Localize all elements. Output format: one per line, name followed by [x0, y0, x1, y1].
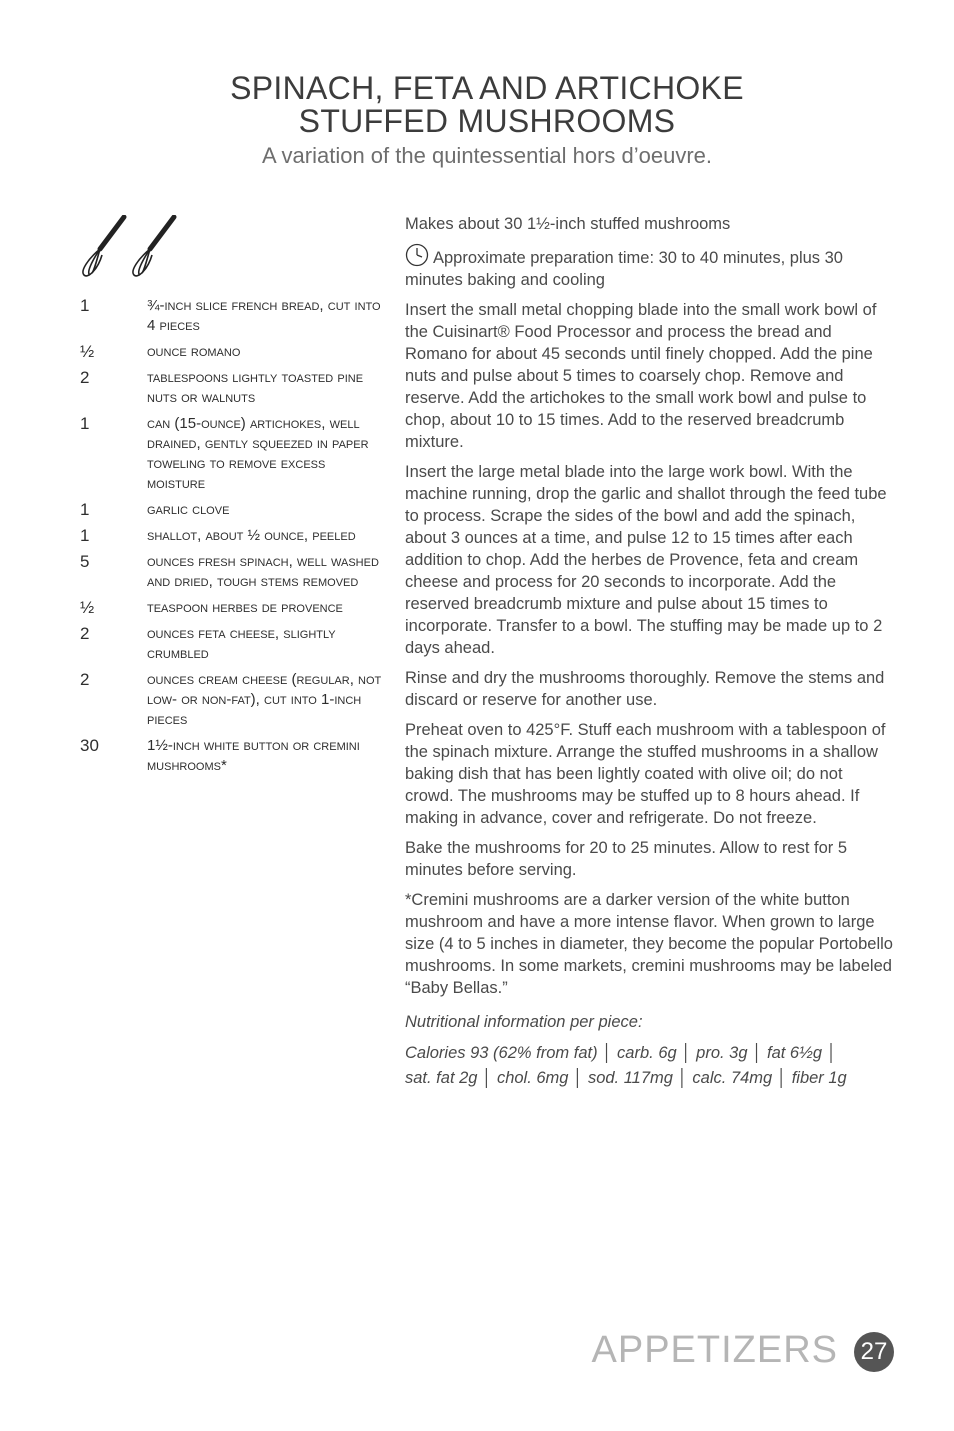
ingredient-qty: 1: [80, 296, 90, 315]
ingredient-desc: 1½-inch white button or cremini mushrooms*: [147, 737, 360, 774]
ingredient-row: [80, 598, 385, 618]
recipe-subtitle: A variation of the quintessential hors d’oeuvre.: [261, 143, 713, 168]
ingredient-qty: 2: [80, 670, 90, 689]
ingredient-desc: teaspoon herbes de provence: [147, 599, 343, 616]
ingredient-desc: tablespoons lightly toasted pine nuts or walnuts: [147, 369, 364, 406]
ingredient-desc: ounce romano: [147, 343, 241, 360]
ingredient-desc: ¾-inch slice french bread, cut into 4 pieces: [147, 297, 381, 334]
nutrition-heading: Nutritional information per piece:: [405, 1013, 643, 1031]
ingredient-row: [80, 526, 385, 546]
instruction-step: Preheat oven to 425°F. Stuff each mushroom with a tablespoon of the spinach mixture. Arrange the stuffed mushrooms in a shallow baking dish that has been lightly coated with olive oil; do not crowd. The mushrooms may be stuffed up to 8 hours ahead. If making in advance, cover and refrigerate. Do not freeze.: [405, 721, 886, 827]
ingredient-qty: 5: [80, 552, 90, 571]
instruction-step: Bake the mushrooms for 20 to 25 minutes. Allow to rest for 5 minutes before serving.: [405, 839, 848, 879]
ingredient-row: [80, 342, 385, 362]
yield-text: Makes about 30 1½-inch stuffed mushrooms: [405, 215, 731, 233]
ingredient-desc: garlic clove: [147, 501, 230, 518]
ingredient-row: [80, 552, 385, 592]
whisk-icon: [78, 215, 178, 279]
ingredient-list: [80, 296, 385, 782]
instruction-step: Insert the large metal blade into the large work bowl. With the machine running, drop the garlic and shallot through the feed tube to process. Scrape the sides of the bowl and add the spinach, about 3 ounces at a time, and pulse 12 to 15 times after each addition to chop. Add the herbes de Provence, feta and cream cheese and process for 20 seconds to incorporate. Add the reserved breadcrumb mixture and pulse about 15 times to incorporate. Transfer to a bowl. The stuffing may be made up to 2 days ahead.: [405, 463, 887, 657]
ingredient-row: [80, 368, 385, 408]
instruction-step: Rinse and dry the mushrooms thoroughly. Remove the stems and discard or reserve for another use.: [405, 669, 885, 709]
ingredient-qty: 30: [80, 736, 99, 755]
ingredient-desc: can (15-ounce) artichokes, well drained, gently squeezed in paper toweling to remove excess moisture: [147, 415, 369, 492]
instruction-step: Insert the small metal chopping blade into the small work bowl of the Cuisinart® Food Processor and process the bread and Romano for about 45 seconds until finely chopped. Add the pine nuts and pulse about 5 times to coarsely chop. Remove and reserve. Add the artichokes to the small work bowl and pulse to chop, about 10 to 15 times. Add to the reserved breadcrumb mixture.: [405, 301, 877, 451]
prep-time: [405, 243, 895, 291]
recipe-title: [0, 72, 954, 138]
nutrition-line: sat. fat 2g │ chol. 6mg │ sod. 117mg │ calc. 74mg │ fiber 1g: [405, 1069, 847, 1087]
ingredient-qty: 1: [80, 500, 90, 519]
ingredient-qty: 2: [80, 368, 90, 387]
ingredient-qty: 1: [80, 526, 90, 545]
ingredient-qty: ½: [80, 598, 95, 617]
ingredient-row: [80, 736, 385, 776]
recipe-instructions: [405, 213, 895, 1091]
nutrition-info: [405, 1041, 895, 1091]
ingredient-row: [80, 670, 385, 730]
prep-time-text: Approximate preparation time: 30 to 40 minutes, plus 30 minutes baking and cooling: [405, 249, 843, 289]
footnote: *Cremini mushrooms are a darker version of the white button mushroom and have a more intense flavor. When grown to large size (4 to 5 inches in diameter, they become the popular Portobello mushrooms. In some markets, cremini mushrooms may be labeled “Baby Bellas.”: [405, 891, 893, 997]
recipe-title-line2: STUFFED MUSHROOMS: [298, 103, 676, 139]
ingredient-row: [80, 296, 385, 336]
ingredient-desc: shallot, about ½ ounce, peeled: [147, 527, 356, 544]
clock-icon: [405, 243, 429, 267]
ingredient-desc: ounces fresh spinach, well washed and dried, tough stems removed: [147, 553, 379, 590]
ingredient-qty: ½: [80, 342, 95, 361]
ingredient-qty: 2: [80, 624, 90, 643]
nutrition-line: Calories 93 (62% from fat) │ carb. 6g │ pro. 3g │ fat 6½g │: [405, 1044, 837, 1062]
recipe-title-line1: SPINACH, FETA AND ARTICHOKE: [230, 70, 744, 106]
ingredient-desc: ounces feta cheese, slightly crumbled: [147, 625, 336, 662]
ingredient-row: [80, 500, 385, 520]
ingredient-desc: ounces cream cheese (regular, not low- or non-fat), cut into 1-inch pieces: [147, 671, 382, 728]
ingredient-row: [80, 414, 385, 494]
section-label: APPETIZERS: [591, 1329, 838, 1371]
page-number: 27: [854, 1332, 894, 1372]
ingredient-row: [80, 624, 385, 664]
ingredient-qty: 1: [80, 414, 90, 433]
